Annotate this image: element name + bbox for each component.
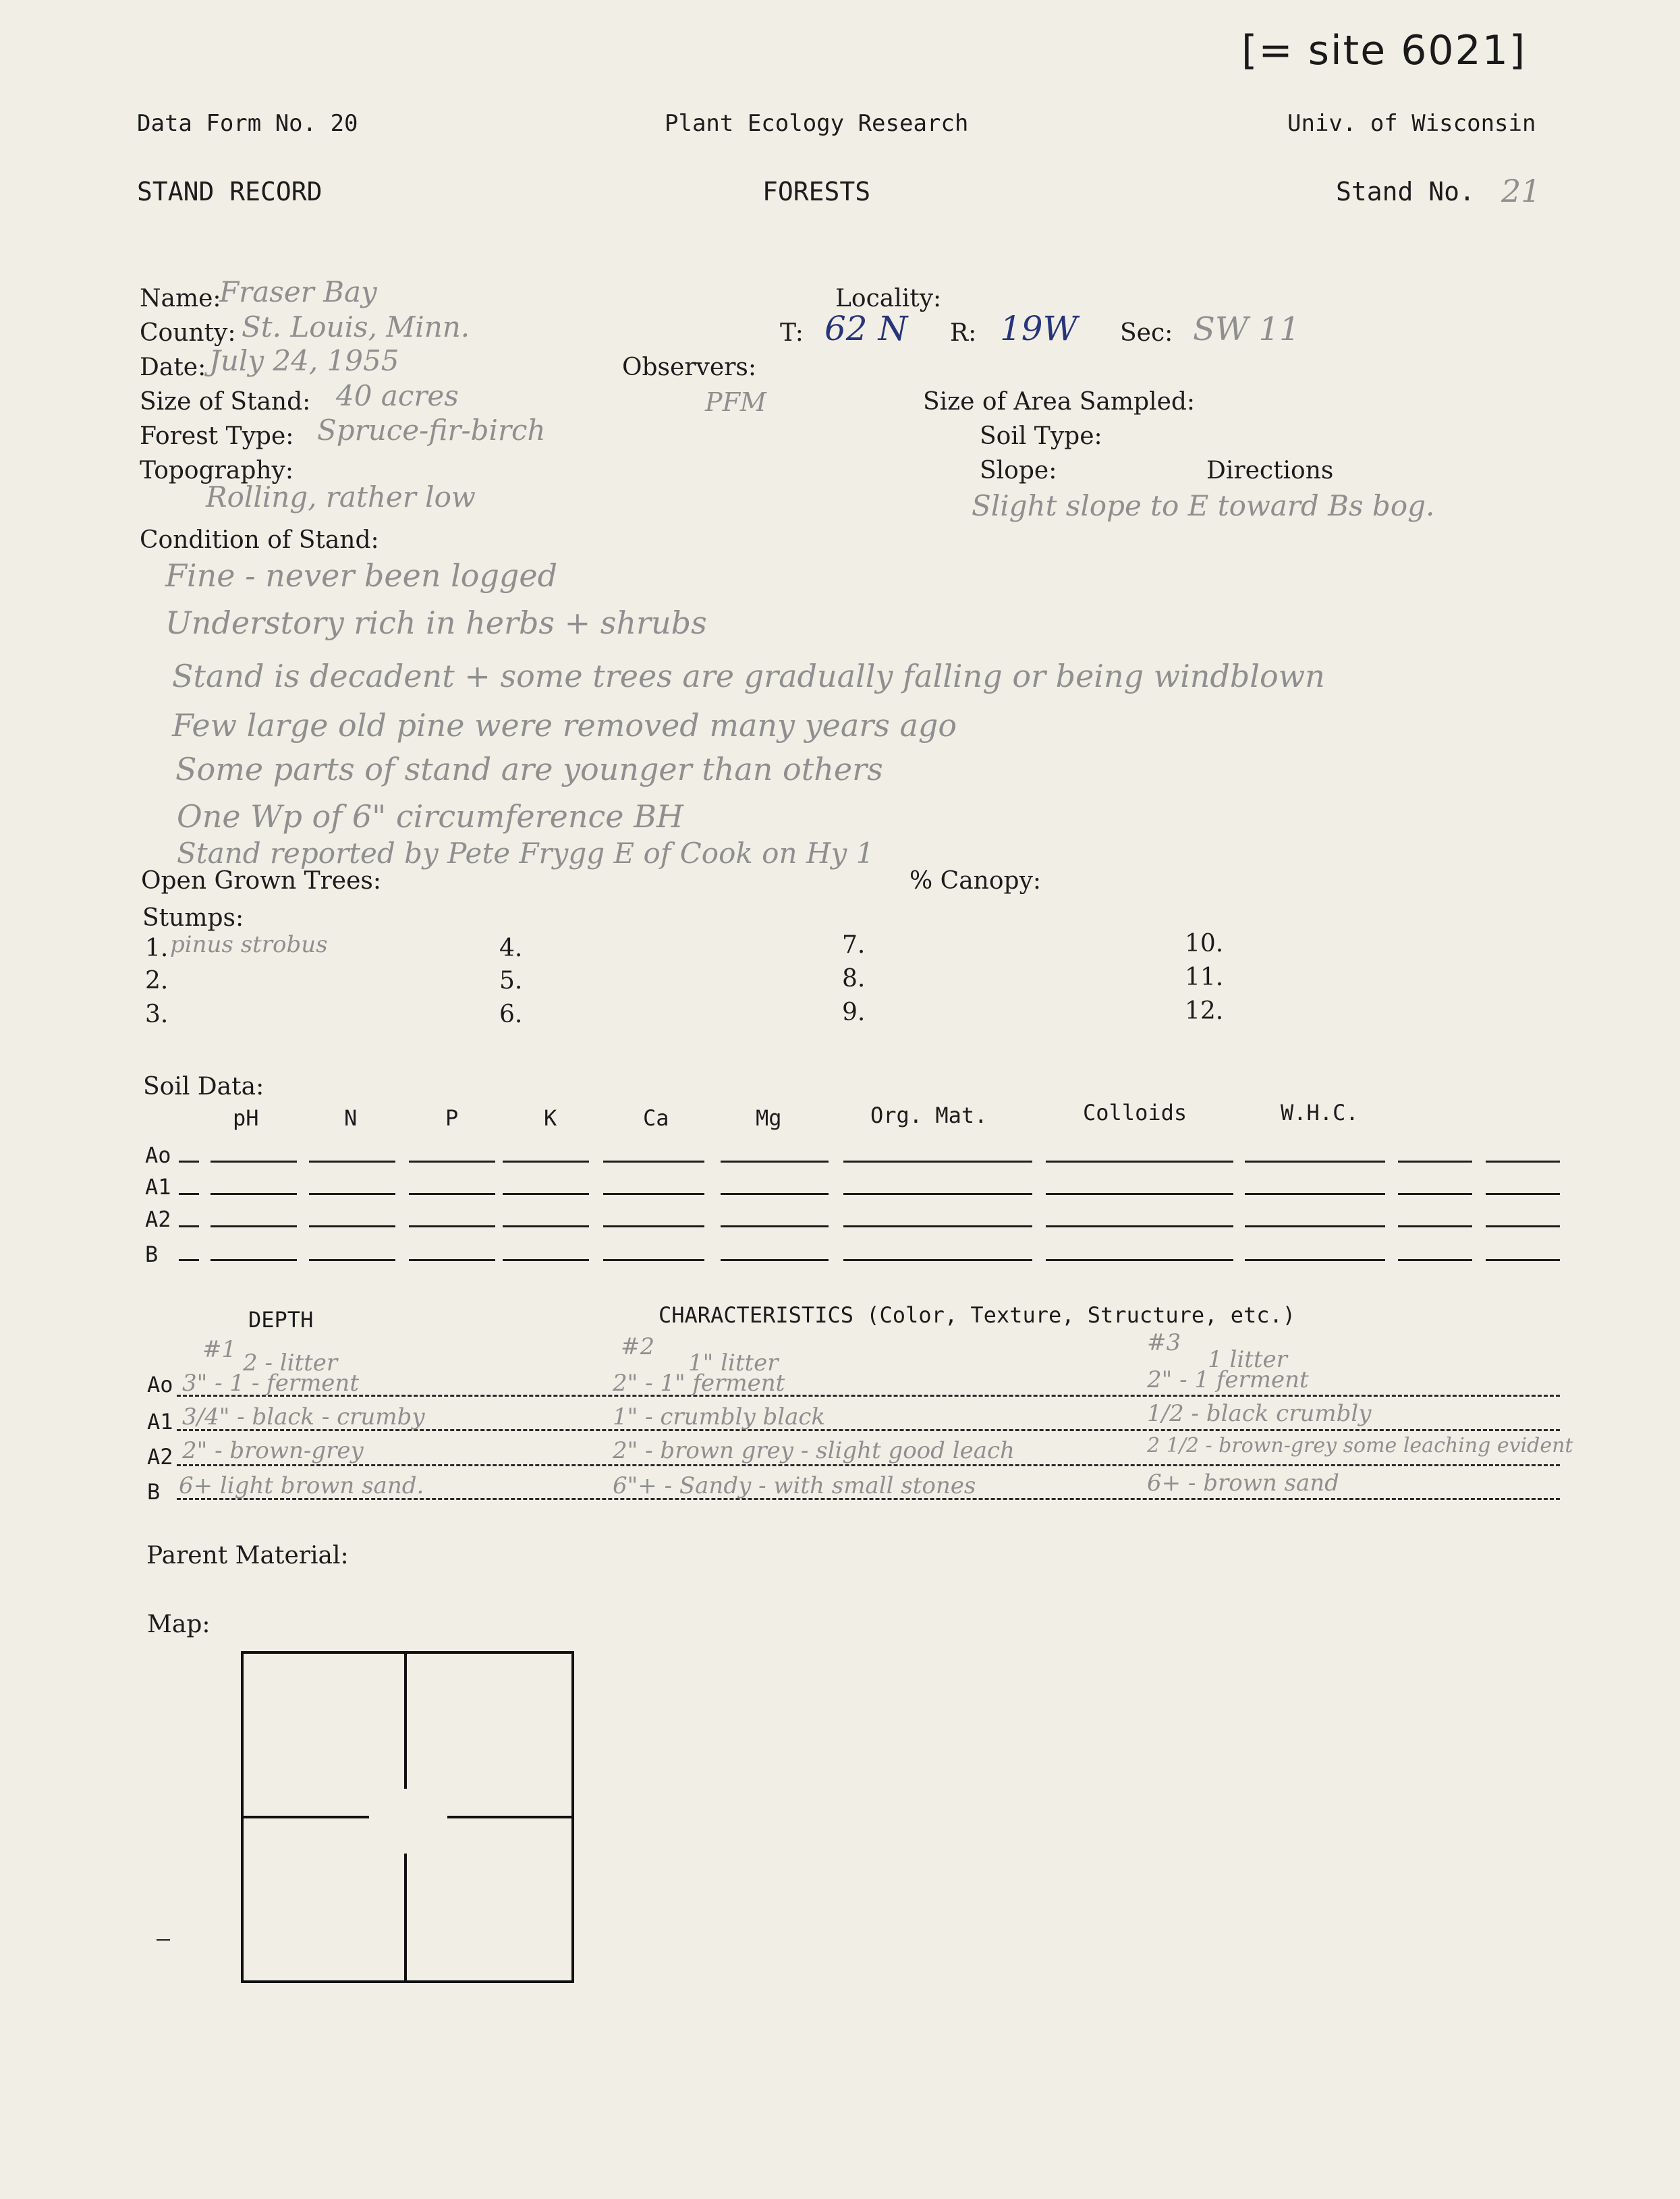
soil-data-label: Soil Data: bbox=[143, 1073, 264, 1101]
depth-row-label: Ao bbox=[147, 1372, 173, 1397]
corner-note: [= site 6021] bbox=[1241, 27, 1527, 74]
condition-note: Fine - never been logged bbox=[165, 557, 558, 594]
condition-note: Stand reported by Pete Frygg E of Cook on Hy 1 bbox=[177, 837, 874, 870]
township-value: 62 N bbox=[824, 309, 908, 348]
depth-note: 2" - brown-grey bbox=[182, 1437, 364, 1464]
record-title: STAND RECORD bbox=[137, 177, 323, 206]
stump-number: 12. bbox=[1185, 997, 1224, 1025]
stump-number: 5. bbox=[499, 967, 523, 995]
soil-column-header: Org. Mat. bbox=[870, 1103, 988, 1128]
depth-note: 6+ - brown sand bbox=[1147, 1470, 1339, 1497]
size-of-stand-label: Size of Stand: bbox=[140, 388, 311, 416]
stump-number: 1. bbox=[145, 935, 169, 962]
stand-number-value: 21 bbox=[1501, 173, 1541, 209]
stump-number: 6. bbox=[499, 1001, 523, 1028]
condition-note: Understory rich in herbs + shrubs bbox=[165, 605, 707, 641]
topography-value: Rolling, rather low bbox=[206, 480, 476, 513]
characteristics-label: CHARACTERISTICS (Color, Texture, Structure, etc.) bbox=[659, 1302, 1296, 1328]
stump-number: 2. bbox=[145, 967, 169, 995]
map-cross-line bbox=[244, 1816, 369, 1818]
parent-material-label: Parent Material: bbox=[146, 1542, 349, 1569]
slope-label: Slope: bbox=[980, 457, 1057, 484]
depth-note: 1" litter bbox=[688, 1349, 779, 1376]
condition-note: Few large old pine were removed many years ago bbox=[172, 707, 957, 744]
organization: Plant Ecology Research bbox=[665, 110, 969, 137]
map-grid bbox=[241, 1651, 574, 1983]
date-label: Date: bbox=[140, 354, 206, 381]
map-label: Map: bbox=[147, 1611, 211, 1638]
depth-note: 2" - 1" ferment bbox=[613, 1370, 785, 1397]
forest-type-value: Spruce-fir-birch bbox=[317, 414, 546, 447]
map-cross-line bbox=[404, 1654, 407, 1789]
slope-value: Slight slope to E toward Bs bog. bbox=[972, 489, 1435, 522]
soil-column-header: N bbox=[344, 1105, 358, 1131]
margin-tick bbox=[157, 1939, 170, 1941]
soil-type-label: Soil Type: bbox=[980, 422, 1102, 450]
depth-note: 6"+ - Sandy - with small stones bbox=[613, 1472, 976, 1499]
site-label: #3 bbox=[1147, 1329, 1181, 1356]
depth-note: 2 - litter bbox=[243, 1349, 338, 1376]
soil-column-header: Ca bbox=[643, 1105, 669, 1131]
observers-value: PFM bbox=[705, 387, 766, 417]
soil-row-label: Ao bbox=[145, 1142, 171, 1168]
map-cross-line bbox=[404, 1854, 407, 1980]
soil-column-header: Colloids bbox=[1083, 1100, 1187, 1125]
observers-label: Observers: bbox=[622, 354, 757, 381]
area-sampled-label: Size of Area Sampled: bbox=[923, 388, 1196, 416]
condition-note: One Wp of 6" circumference BH bbox=[177, 798, 684, 835]
depth-label: DEPTH bbox=[248, 1307, 314, 1333]
depth-note: 1/2 - black crumbly bbox=[1147, 1400, 1372, 1427]
stand-number-label: Stand No. bbox=[1336, 177, 1475, 206]
map-cross-line bbox=[447, 1816, 571, 1818]
township-label: T: bbox=[780, 319, 804, 347]
canopy-label: % Canopy: bbox=[909, 867, 1042, 895]
open-grown-trees-label: Open Grown Trees: bbox=[141, 867, 382, 895]
stump-number: 7. bbox=[842, 931, 866, 959]
soil-row-label: A1 bbox=[145, 1174, 171, 1200]
locality-label: Locality: bbox=[835, 285, 942, 312]
soil-column-header: pH bbox=[233, 1105, 259, 1131]
depth-note: 2" - 1 ferment bbox=[1147, 1366, 1309, 1393]
depth-row-label: B bbox=[147, 1479, 161, 1505]
size-of-stand-value: 40 acres bbox=[336, 379, 459, 412]
depth-dashed-line bbox=[177, 1464, 1560, 1466]
stump-number: 9. bbox=[842, 999, 866, 1026]
site-label: #2 bbox=[621, 1333, 655, 1360]
depth-row-label: A2 bbox=[147, 1444, 173, 1470]
condition-note: Some parts of stand are younger than others bbox=[175, 751, 883, 787]
range-label: R: bbox=[950, 319, 977, 347]
stump-number: 8. bbox=[842, 965, 866, 993]
forest-type-label: Forest Type: bbox=[140, 422, 294, 450]
form-number: Data Form No. 20 bbox=[137, 110, 358, 137]
name-label: Name: bbox=[140, 285, 221, 312]
site-label: #1 bbox=[202, 1336, 237, 1363]
depth-row-label: A1 bbox=[147, 1409, 173, 1435]
soil-column-header: Mg bbox=[756, 1105, 782, 1131]
topography-label: Topography: bbox=[140, 457, 294, 484]
range-value: 19W bbox=[1000, 309, 1078, 348]
university: Univ. of Wisconsin bbox=[1287, 110, 1536, 137]
condition-note: Stand is decadent + some trees are gradually falling or being windblown bbox=[172, 658, 1325, 694]
depth-note: 3/4" - black - crumby bbox=[182, 1403, 425, 1430]
soil-row-label: A2 bbox=[145, 1206, 171, 1232]
soil-column-header: P bbox=[445, 1105, 459, 1131]
depth-note: 2 1/2 - brown-grey some leaching evident bbox=[1147, 1434, 1573, 1457]
depth-note: 1" - crumbly black bbox=[613, 1403, 826, 1430]
section-label: Sec: bbox=[1120, 319, 1173, 347]
depth-note: 6+ light brown sand. bbox=[179, 1472, 424, 1499]
soil-column-header: K bbox=[544, 1105, 557, 1131]
date-value: July 24, 1955 bbox=[209, 344, 399, 377]
depth-note: 3" - 1 - ferment bbox=[182, 1370, 359, 1397]
directions-label: Directions bbox=[1206, 457, 1334, 484]
depth-note: 1 litter bbox=[1208, 1346, 1287, 1373]
condition-label: Condition of Stand: bbox=[140, 526, 379, 554]
county-label: County: bbox=[140, 319, 236, 347]
stump-entry: pinus strobus bbox=[170, 931, 328, 958]
soil-column-header: W.H.C. bbox=[1281, 1100, 1359, 1125]
soil-row-label: B bbox=[145, 1242, 159, 1267]
depth-note: 2" - brown grey - slight good leach bbox=[613, 1437, 1015, 1464]
section-value: SW 11 bbox=[1193, 310, 1300, 348]
stump-number: 3. bbox=[145, 1001, 169, 1028]
stump-number: 10. bbox=[1185, 930, 1224, 957]
forest-heading: FORESTS bbox=[762, 177, 871, 206]
depth-dashed-line bbox=[177, 1395, 1560, 1397]
county-value: St. Louis, Minn. bbox=[242, 310, 470, 343]
name-value: Fraser Bay bbox=[219, 275, 377, 308]
stump-number: 11. bbox=[1185, 964, 1224, 991]
stumps-label: Stumps: bbox=[142, 904, 244, 932]
stump-number: 4. bbox=[499, 935, 523, 962]
